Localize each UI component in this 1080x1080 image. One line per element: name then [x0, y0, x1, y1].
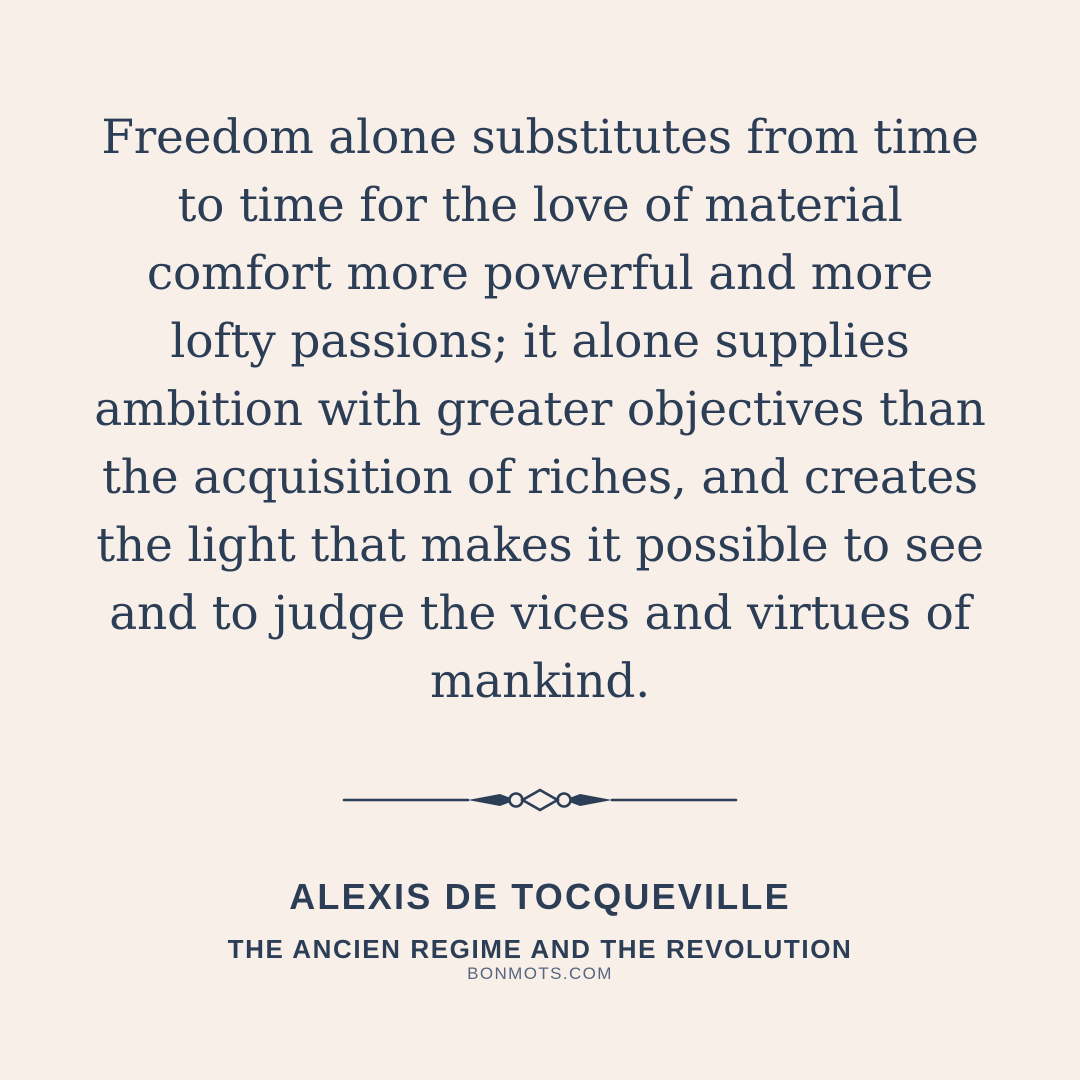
diamond-divider-icon — [340, 786, 740, 814]
quote-text: Freedom alone substitutes from time to time for the love of material comfort more powerful and more lofty passions; it alone supplies ambition with greater objectives than the acquisition of riches, and creates the light that makes it possible to see and to judge the vices and virtues of mankind. — [94, 110, 986, 709]
site-watermark: BONMOTS.COM — [467, 964, 613, 983]
quote-source-work: THE ANCIEN REGIME AND THE REVOLUTION — [227, 934, 853, 964]
attribution — [228, 876, 853, 965]
quote-block — [90, 104, 990, 716]
quote-author: ALEXIS DE TOCQUEVILLE — [289, 876, 791, 917]
